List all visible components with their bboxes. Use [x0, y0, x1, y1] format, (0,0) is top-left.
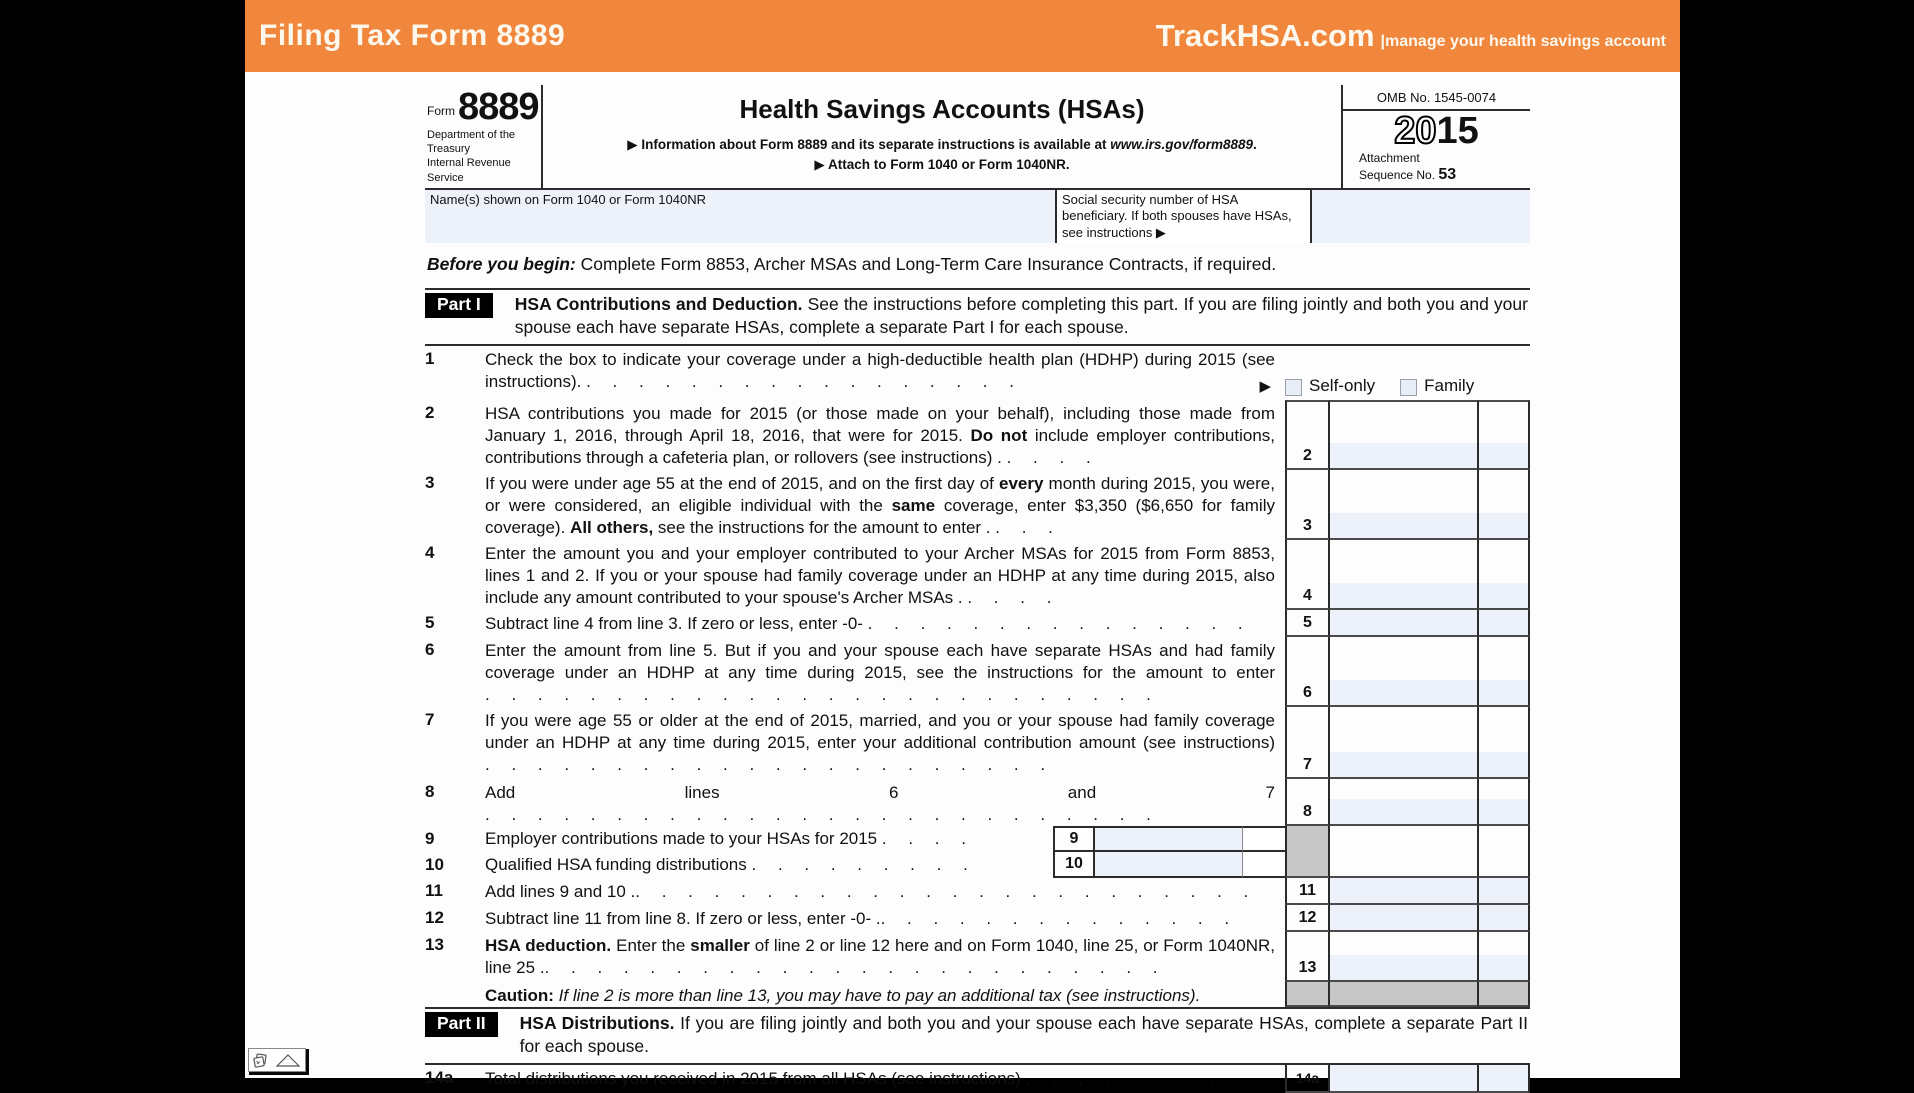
form-line-11 — [425, 878, 1530, 905]
line-10-number: 10 — [425, 855, 444, 874]
line-9-text: Employer contributions made to your HSAs for 2015 . . . . — [485, 829, 966, 848]
caution-shaded-box — [1285, 982, 1330, 1007]
dot-leader: . . . — [995, 518, 1053, 537]
omb-number: OMB No. 1545-0074 — [1343, 85, 1530, 111]
line-1-number: 1 — [425, 349, 435, 368]
line-8-cents-field[interactable] — [1477, 779, 1530, 826]
family-checkbox[interactable] — [1400, 379, 1417, 396]
line-2-text: HSA contributions you made for 2015 (or those made on your behalf), including those made from January 1, 2016, through April 18, 2016, that were for 2015. Do not include employer contributions, contributions through a cafeteria plan, or rollovers (see instructions) . . . . . — [485, 404, 1275, 467]
line-9-amount-field[interactable] — [1095, 826, 1242, 852]
dot-leader: . . . . . . . . . . . . . . . . . . . . . . . . . . — [485, 805, 1151, 824]
caution-shaded-amount — [1330, 982, 1477, 1007]
line-4-amount-field[interactable] — [1330, 540, 1477, 610]
dot-leader: . . . . . . . . . . . . . . . — [867, 614, 1243, 633]
line-3-number: 3 — [425, 473, 435, 492]
form-line-7 — [425, 707, 1530, 779]
line-7-box: 7 — [1285, 707, 1330, 779]
name-label: Name(s) shown on Form 1040 or Form 1040NR — [430, 192, 706, 207]
part2-header — [425, 1007, 1530, 1065]
dot-leader: . . . . . . . . . . . . . . . . . . . . . . . . — [635, 882, 1249, 901]
line-14a-box: 14a — [1285, 1065, 1330, 1093]
lines-9-10-shaded-cell — [1285, 826, 1330, 878]
line-4-number: 4 — [425, 543, 435, 562]
line-14a-cents-field[interactable] — [1477, 1065, 1530, 1093]
form-line-6 — [425, 637, 1530, 707]
triangle-icon[interactable] — [275, 1053, 301, 1068]
form-number-block — [425, 85, 543, 188]
line-11-amount-field[interactable] — [1330, 878, 1477, 905]
line-12-amount-field[interactable] — [1330, 905, 1477, 932]
stamp-icon[interactable] — [253, 1053, 268, 1068]
line-6-text: Enter the amount from line 5. But if you and your spouse each have separate HSAs and had family coverage under an HDHP at any time during 2015, see the instructions for the amount to enter . . . . . . . . . . . . . . . . . . . . . . . . . . — [485, 641, 1275, 704]
line-11-cents-field[interactable] — [1477, 878, 1530, 905]
line-4-cents-field[interactable] — [1477, 540, 1530, 610]
part1-lines — [425, 346, 1530, 1007]
form-line-4 — [425, 540, 1530, 610]
line-5-amount-field[interactable] — [1330, 610, 1477, 637]
part1-badge: Part I — [425, 293, 493, 318]
caution-shaded-cents — [1477, 982, 1530, 1007]
line-2-number: 2 — [425, 403, 435, 422]
dot-leader: . . . . . . . . . . . . . . . . . — [586, 372, 1014, 391]
self-only-checkbox[interactable] — [1285, 379, 1302, 396]
form-header — [425, 85, 1530, 190]
line-9-number: 9 — [425, 829, 435, 848]
caution-note: Caution: If line 2 is more than line 13, you may have to pay an additional tax (see instructions). — [485, 986, 1201, 1005]
form-line-3 — [425, 470, 1530, 540]
form-line-13 — [425, 932, 1530, 982]
line-8-box: 8 — [1285, 779, 1330, 826]
line-11-box: 11 — [1285, 878, 1330, 905]
footer-toolbar — [248, 1048, 306, 1072]
line-4-box: 4 — [1285, 540, 1330, 610]
lines-9-10-blank-cents — [1477, 826, 1530, 878]
omb-block — [1343, 85, 1530, 188]
line-14a-amount-field[interactable] — [1330, 1065, 1477, 1093]
agency-line-2: Internal Revenue Service — [427, 157, 511, 184]
form-line-8 — [425, 779, 1530, 826]
line-2-cents-field[interactable] — [1477, 400, 1530, 470]
dot-leader: . . . . — [1006, 448, 1091, 467]
line-8-amount-field[interactable] — [1330, 779, 1477, 826]
line-14a-text: Total distributions you received in 2015 from all HSAs (see instructions) . . . . . . . . — [485, 1069, 1216, 1088]
line-14a-number: 14a — [425, 1068, 454, 1087]
before-you-begin-note: Before you begin: Complete Form 8853, Archer MSAs and Long-Term Care Insurance Contracts, if required. — [427, 254, 1277, 274]
line-10-amount-field[interactable] — [1095, 852, 1242, 878]
line-9-box: 9 — [1053, 826, 1095, 852]
line-5-cents-field[interactable] — [1477, 610, 1530, 637]
line-9-cents-field[interactable] — [1242, 826, 1285, 852]
form-line-12 — [425, 905, 1530, 932]
taxpayer-row — [425, 190, 1530, 240]
line-8-number: 8 — [425, 782, 435, 801]
line-12-cents-field[interactable] — [1477, 905, 1530, 932]
dot-leader: . . . . . . . . — [1025, 1069, 1216, 1088]
line-13-amount-field[interactable] — [1330, 932, 1477, 982]
family-label: Family — [1424, 376, 1475, 395]
line-7-cents-field[interactable] — [1477, 707, 1530, 779]
line-12-number: 12 — [425, 908, 444, 927]
line-7-number: 7 — [425, 710, 435, 729]
self-only-label: Self-only — [1309, 376, 1376, 395]
line-3-box: 3 — [1285, 470, 1330, 540]
line-6-box: 6 — [1285, 637, 1330, 707]
line-13-number: 13 — [425, 935, 444, 954]
line-12-box: 12 — [1285, 905, 1330, 932]
form-lines-9-10 — [425, 826, 1530, 878]
form-word: Form — [427, 104, 455, 119]
form-title-block — [543, 85, 1343, 188]
line-1-text: Check the box to indicate your coverage under a high-deductible health plan (HDHP) during 2015 (see instructions). . . . . . . . . . . . . . . . . . ▶ — [485, 346, 1285, 400]
form-line-14a — [425, 1065, 1530, 1093]
line-2-amount-field[interactable] — [1330, 400, 1477, 470]
dot-leader: . . . . . . . . . — [751, 855, 968, 874]
line-2-box: 2 — [1285, 400, 1330, 470]
attachment-sequence: Attachment Sequence No. 53 — [1359, 151, 1457, 184]
part2-heading: HSA Distributions. If you are filing jointly and both you and your spouse each have separate HSAs, complete a separate Part II for each spouse. — [519, 1013, 1528, 1056]
form-attach-line: ▶ Attach to Form 1040 or Form 1040NR. — [814, 157, 1070, 172]
line-12-text: Subtract line 11 from line 8. If zero or less, enter -0- .. . . . . . . . . . . . . . — [485, 909, 1230, 928]
line-13-text: HSA deduction. Enter the smaller of line 2 or line 12 here and on Form 1040, line 25, or Form 1040NR, line 25 .. . . . . . . . . . . . . . . . . . . . . . . . — [485, 936, 1275, 977]
line-11-text: Add lines 9 and 10 .. . . . . . . . . . . . . . . . . . . . . . . . — [485, 882, 1249, 901]
dot-leader: . . . . . . . . . . . . . . — [880, 909, 1230, 928]
dot-leader: . . . . . . . . . . . . . . . . . . . . . . . . . . — [485, 685, 1151, 704]
form-title: Health Savings Accounts (HSAs) — [739, 94, 1145, 124]
line-8-text: Add lines 6 and 7 . . . . . . . . . . . . . . . . . . . . . . . . . . — [485, 783, 1275, 824]
line-4-text: Enter the amount you and your employer contributed to your Archer MSAs for 2015 from Form 8853, lines 1 and 2. If you or your spouse had family coverage under an HDHP at any time during 2015, also include any amount contributed to your spouse's Archer MSAs . . . . . — [485, 544, 1275, 607]
line-10-cents-field[interactable] — [1242, 852, 1285, 878]
line-6-number: 6 — [425, 640, 435, 659]
form-line-5 — [425, 610, 1530, 637]
dot-leader: . . . . — [967, 588, 1052, 607]
line-5-box: 5 — [1285, 610, 1330, 637]
form-number: 8889 — [458, 86, 539, 128]
document-page — [245, 72, 1680, 1088]
line-1-coverage-choices — [1285, 346, 1530, 400]
line-6-cents-field[interactable] — [1477, 637, 1530, 707]
line-10-text: Qualified HSA funding distributions . . . . . . . . . — [485, 855, 968, 874]
line-5-text: Subtract line 4 from line 3. If zero or less, enter -0- . . . . . . . . . . . . . . . — [485, 614, 1243, 633]
line-5-number: 5 — [425, 613, 435, 632]
caution-row — [425, 982, 1530, 1007]
part1-header — [425, 288, 1530, 346]
line-3-cents-field[interactable] — [1477, 470, 1530, 540]
banner-title: Filing Tax Form 8889 — [259, 19, 566, 52]
dot-leader: . . . . . . . . . . . . . . . . . . . . . . — [485, 755, 1046, 774]
lines-9-10-blank-area — [1330, 826, 1477, 878]
name-field[interactable] — [425, 190, 1055, 243]
form-info-line: ▶ Information about Form 8889 and its separate instructions is available at www.irs.gov/form8889. — [627, 137, 1257, 152]
tax-year: 2015 — [1394, 110, 1479, 152]
line-7-text: If you were age 55 or older at the end of 2015, married, and you or your spouse had family coverage under an HDHP at any time during 2015, enter your additional contribution amount (see instructions) . . . . . . . . . . . . . . . . . . . . . . — [485, 711, 1275, 774]
line-10-inner-row — [485, 852, 1285, 878]
ssn-label: Social security number of HSA beneficiary. If both spouses have HSAs, see instructions ▶ — [1055, 190, 1310, 243]
dot-leader: . . . . . . . . . . . . . . . . . . . . . . . . — [544, 958, 1158, 977]
line-9-inner-row — [485, 826, 1285, 852]
line-3-text: If you were under age 55 at the end of 2015, and on the first day of every month during 2015, you were, or were considered, an eligible individual with the same coverage, enter $3,350 ($6,650 for family coverage). All others, see the instructions for the amount to enter . . . . — [485, 474, 1275, 537]
brand-link[interactable]: TrackHSA.com — [1155, 18, 1375, 53]
form-8889 — [425, 85, 1530, 1093]
line-10-box: 10 — [1053, 852, 1095, 878]
line-11-number: 11 — [425, 881, 443, 900]
form-line-1 — [425, 346, 1530, 400]
line-7-amount-field[interactable] — [1330, 707, 1477, 779]
agency-line-1: Department of the Treasury — [427, 128, 516, 156]
part1-heading: HSA Contributions and Deduction. See the instructions before completing this part. If you are filing jointly and both you and your spouse each have separate HSAs, complete a separate Part I for each spouse. — [514, 294, 1528, 337]
line-3-amount-field[interactable] — [1330, 470, 1477, 540]
brand-tagline: |manage your health savings account — [1380, 33, 1666, 50]
line-13-cents-field[interactable] — [1477, 932, 1530, 982]
line-13-box: 13 — [1285, 932, 1330, 982]
part2-badge: Part II — [425, 1012, 498, 1037]
app-banner — [245, 0, 1680, 72]
form-line-2 — [425, 400, 1530, 470]
dot-leader: . . . . — [881, 829, 966, 848]
ssn-field[interactable] — [1310, 190, 1530, 243]
line-6-amount-field[interactable] — [1330, 637, 1477, 707]
line-1-arrow: ▶ — [1259, 378, 1271, 395]
